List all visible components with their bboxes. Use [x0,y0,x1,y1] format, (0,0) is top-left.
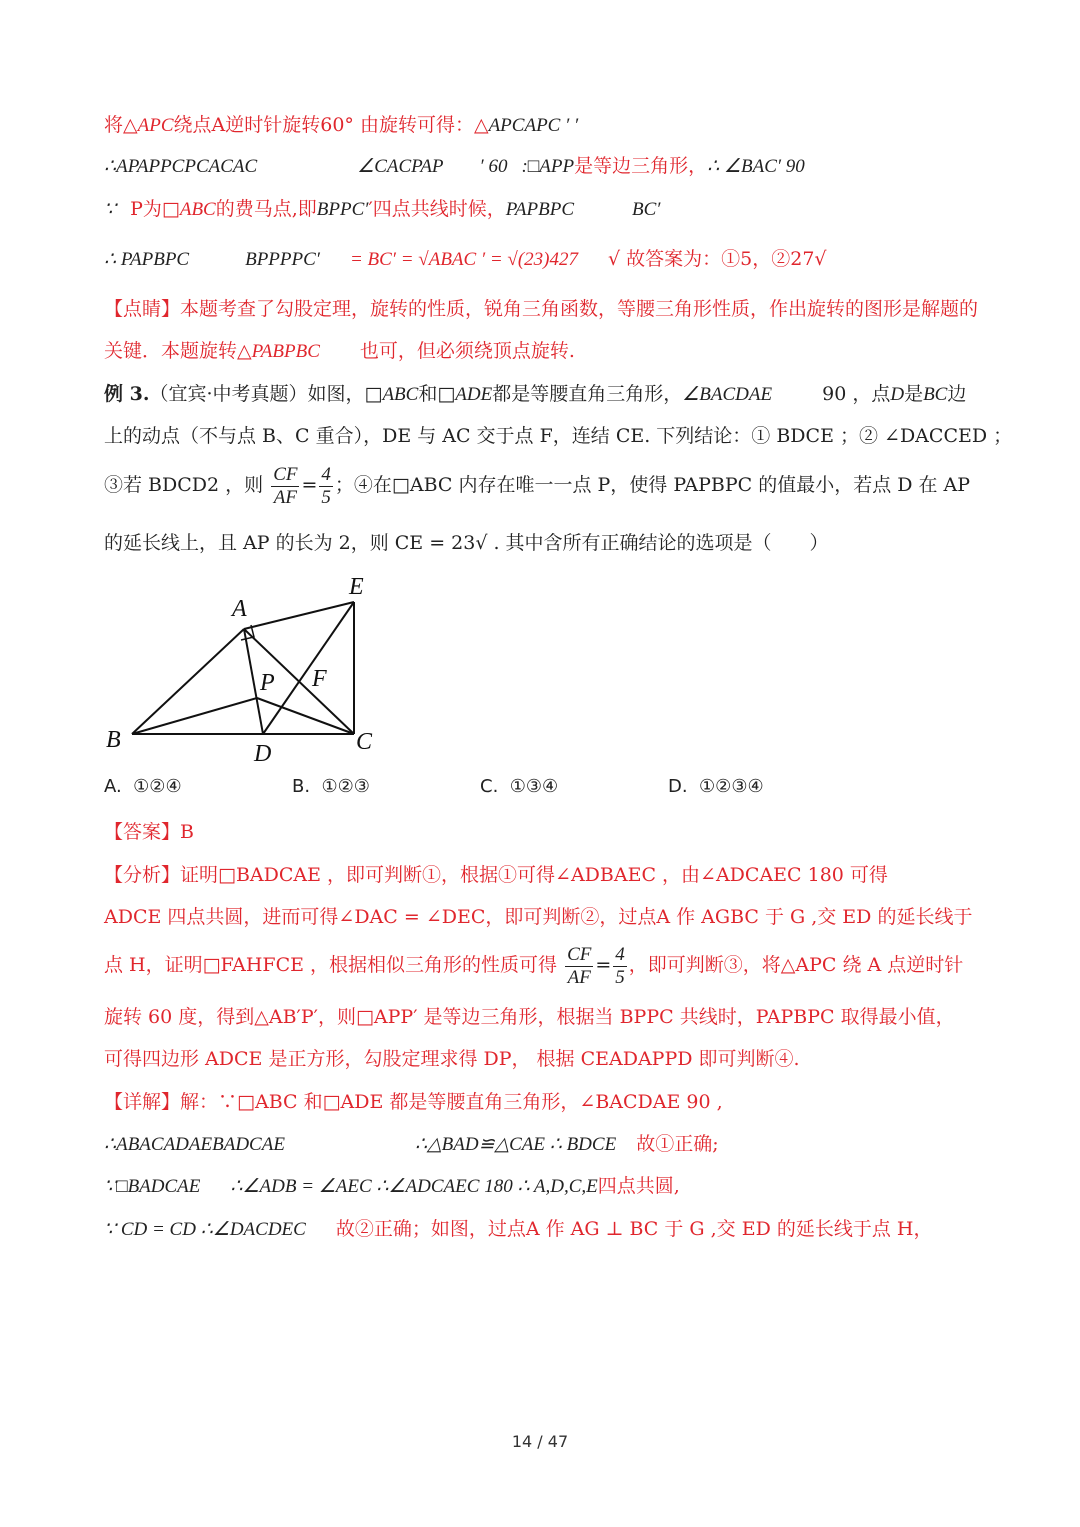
text: 的延长线上，且 AP 的长为 2，则 CE = 23√ . 其中含所有正确结论的选项是（ ） [104,532,829,554]
frac-numerator: CF [273,463,298,485]
example-label: 例 3. [104,383,150,405]
example-line-1 [104,381,980,408]
math: BPPC′ [316,199,369,220]
label-f: F [312,666,327,692]
math: ∠BACDAE [682,384,773,405]
text: 旋转 60 度，得到△AB′P′，则□APP′ 是等边三角形，根据当 BPPC 共线时，PAPBPC 取得最小值， [104,1006,955,1028]
text: 【分析】证明□BADCAE ，即可判断①，根据①可得∠ADBAEC ，由∠ADCAEC 180 可得 [104,864,888,886]
analysis-line-4 [104,1004,980,1030]
option-text: ①③④ [509,776,559,797]
label-b: B [106,727,121,753]
text: ③若 BDCD2 ，则 [104,474,264,496]
example-line-2 [104,423,1013,449]
math: BPPPPC′ [245,249,320,270]
text: 的费马点,即 [215,198,317,220]
math: = BC′ = √ABAC ′ = √(23)427 [349,249,579,270]
math: ∠CACPAP [357,156,444,177]
math: APC [137,115,174,136]
detail-line-3 [104,1173,980,1200]
solution-line-3 [104,196,980,223]
label-e: E [349,574,364,600]
math: ∴ ∠BAC′ 90 [707,156,805,177]
text: 解：∵□ABC 和□ADE 都是等腰直角三角形，∠BACDAE 90 , [180,1091,723,1113]
label-p: P [260,670,275,696]
option-b[interactable] [292,776,370,797]
option-letter: B. [292,776,311,797]
fraction-cf-af-2 [565,944,593,989]
text: 都是等腰直角三角形， [492,383,683,405]
solution-line-2 [104,153,980,180]
frac-denominator: AF [567,966,591,988]
option-text: ①②④ [133,776,182,797]
text: √ 故答案为：①5，②27√ [608,248,827,270]
text: 是等边三角形， [574,155,708,177]
math: ∴APAPPCPCACAC [104,156,258,177]
detail-line-4 [104,1216,980,1243]
label-d: D [254,741,272,767]
dianjing-line-2 [104,338,980,365]
text: 故①正确; [636,1133,719,1155]
math: ∴△BAD≌△CAE ∴ BDCE [414,1134,617,1155]
detail-line-2 [104,1131,980,1158]
math: ′ 60 [479,156,508,177]
analysis-line-2 [104,904,980,930]
math: ∵ [104,199,117,220]
option-d[interactable] [668,776,764,797]
math: ′ ′ [560,115,579,136]
text: 可得四边形 ADCE 是正方形，勾股定理求得 DP， 根据 CEADAPPD 即可判断④. [104,1048,800,1070]
math: ∴ABACADAEBADCAE [104,1134,285,1155]
option-letter: C. [480,776,499,797]
page-number: 14 / 47 [511,1432,569,1451]
math: APP [539,156,575,177]
text: （宜宾·中考真题）如图，□ [149,383,383,405]
segment-pc [257,698,354,734]
option-letter: D. [668,776,688,797]
math: :□ [521,156,540,177]
text: 边 [947,383,967,405]
detail-line-1 [104,1089,980,1115]
frac-numerator: CF [567,943,592,965]
text: 点 H，证明□FAHFCE ，根据相似三角形的性质可得 [104,954,558,976]
text: 绕点A逆时针旋转60° 由旋转可得：△ [173,114,489,136]
frac-numerator: 4 [321,463,331,485]
text: 90 ，点 [822,383,891,405]
math: BC′ [632,199,661,220]
math: ABC [179,199,216,220]
frac-denominator: AF [273,486,297,508]
option-a[interactable] [104,776,182,797]
math: ∵□BADCAE [104,1176,201,1197]
frac-denominator: 5 [321,486,331,508]
example-line-4 [104,530,980,556]
geometry-diagram [100,568,400,768]
text: ，即可判断③，将△APC 绕 A 点逆时针 [628,954,964,976]
option-text: ①②③④ [699,776,764,797]
math: APCAPC [488,115,561,136]
analysis-line-1 [104,862,980,888]
math: ADE [455,384,493,405]
math: PABPBC [251,341,320,362]
text: P为□ [130,198,180,220]
text: 和□ [418,383,456,405]
math: ∵ CD = CD ∴∠DACDEC [104,1219,306,1240]
math: D [890,384,905,405]
math: ∴ PAPBPC [104,249,190,270]
answer-label: 【答案】 [104,821,181,843]
answer-line [104,819,980,845]
text: 关键．本题旋转△ [104,340,252,362]
text: 上的动点（不与点 B、C 重合），DE 与 AC 交于点 F，连结 CE. 下列结论：① BDCE ；② ∠DACCED ； [104,425,1013,447]
frac-numerator: 4 [615,943,625,965]
text: 将△ [104,114,138,136]
text: 【点睛】本题考查了勾股定理，旋转的性质，锐角三角函数，等腰三角形性质，作出旋转的图形是解题的 [104,298,979,320]
option-c[interactable] [480,776,558,797]
text: 四点共圆, [597,1175,680,1197]
text: ADCE 四点共圆，进而可得∠DAC = ∠DEC，即可判断②，过点A 作 AGBC 于 G ,交 ED 的延长线于 [104,906,973,928]
text: 也可，但必须绕顶点旋转. [359,340,575,362]
fraction-4-5 [319,464,333,509]
solution-line-4 [104,246,980,273]
math: ∴∠ADB = ∠AEC ∴∠ADCAEC 180 ∴ A,D,C,E [230,1176,598,1197]
dianjing-line-1 [104,296,980,322]
option-letter: A. [104,776,122,797]
answer-value: B [180,821,194,843]
fraction-cf-af [271,464,299,509]
example-line-3: ③若 BDCD2 ，则 $\frac{CF}{AF}$ = $\frac{4}{5}$ ；④在□ABC 内存在唯一一点 P，使得 PAPBPC 的值最小，若点 D 在 AP [104,463,971,508]
option-text: ①②③ [321,776,370,797]
math: ABC [382,384,419,405]
analysis-line-5 [104,1046,980,1072]
text: 是 [904,383,924,405]
text: ；④在□ABC 内存在唯一一点 P，使得 PAPBPC 的值最小，若点 D 在 AP [334,474,971,496]
fraction-4-5-2 [613,944,627,989]
analysis-line-3: 点 H，证明□FAHFCE ，根据相似三角形的性质可得 $\frac{CF}{AF}$ = $\frac{4}{5}$ ，即可判断③，将△APC 绕 A 点逆时针 [104,943,964,988]
math: BC [923,384,948,405]
frac-denominator: 5 [615,966,625,988]
label-c: C [356,729,373,755]
text: 故②正确；如图，过点A 作 AG ⊥ BC 于 G ,交 ED 的延长线于点 H， [335,1218,933,1240]
solution-line-1 [104,112,980,139]
math: PAPBPC [505,199,575,220]
label-a: A [232,596,247,622]
text: ′四点共线时候， [368,198,506,220]
detail-label: 【详解】 [104,1091,181,1113]
